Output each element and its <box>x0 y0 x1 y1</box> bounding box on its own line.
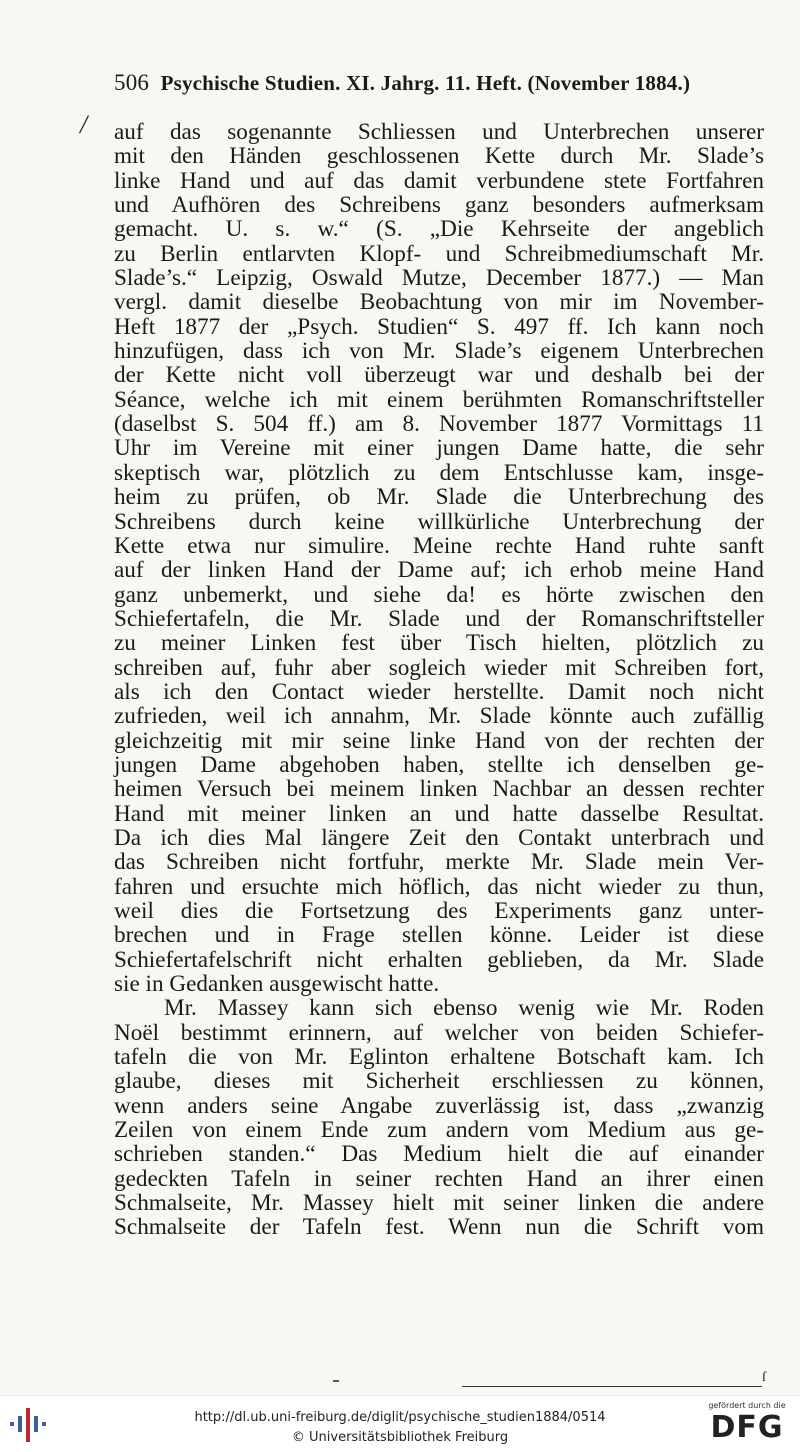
text-line: sie in Gedanken ausgewischt hatte. <box>114 971 440 998</box>
text-line: Slade’s.“ Leipzig, Oswald Mutze, December 1877.) — Man <box>114 265 764 292</box>
text-line: gemacht. U. s. w.“ (S. „Die Kehrseite der angeblich <box>114 216 764 243</box>
text-line: Hand mit meiner linken an und hatte dasselbe Resultat. <box>114 800 764 827</box>
margin-mark: / <box>80 110 88 139</box>
text-line: gedeckten Tafeln in seiner rechten Hand an ihrer einen <box>114 1165 764 1192</box>
text-line: Schiefertafeln, die Mr. Slade und der Romanschriftsteller <box>114 605 764 632</box>
text-line: ganz unbemerkt, und siehe da! es hörte zwischen den <box>114 581 764 608</box>
text-line: Schmalseite, Mr. Massey hielt mit seiner linken die andere <box>114 1190 764 1217</box>
stray-mark <box>333 1380 339 1382</box>
text-line: heim zu prüfen, ob Mr. Slade die Unterbrechung des <box>114 484 764 511</box>
text-line: jungen Dame abgehoben haben, stellte ich denselben ge- <box>114 751 764 778</box>
text-line: wenn anders seine Angabe zuverlässig ist, dass „zwanzig <box>114 1092 764 1119</box>
text-line: Da ich dies Mal längere Zeit den Contakt unterbrach und <box>114 824 764 851</box>
footer-rule <box>462 1386 762 1387</box>
viewer-footer <box>0 1395 800 1452</box>
text-line: als ich den Contact wieder herstellte. Damit noch nicht <box>114 678 764 705</box>
body-text <box>114 120 764 1240</box>
page-number: 506 <box>114 70 150 95</box>
dfg-logo <box>704 1401 790 1447</box>
text-line: vergl. damit dieselbe Beobachtung von mir im November- <box>114 289 764 316</box>
text-line: der Kette nicht voll überzeugt war und deshalb bei der <box>114 362 764 389</box>
text-line: fahren und ersuchte mich höflich, das nicht wieder zu thun, <box>114 873 764 900</box>
text-line: Noël bestimmt erinnern, auf welcher von beiden Schiefer- <box>114 1019 764 1046</box>
text-line: Kette etwa nur simulire. Meine rechte Hand ruhte sanft <box>114 532 764 559</box>
dfg-logo-text: DFG <box>710 1410 784 1445</box>
text-line: schreiben auf, fuhr aber sogleich wieder mit Schreiben fort, <box>114 654 764 681</box>
text-line: weil dies die Fortsetzung des Experiments ganz unter- <box>114 898 764 924</box>
page-header <box>114 70 744 96</box>
text-line: Mr. Massey kann sich ebenso wenig wie Mr. Roden <box>164 995 764 1022</box>
text-line: auf der linken Hand der Dame auf; ich erhob meine Hand <box>114 557 764 584</box>
text-line: gleichzeitig mit mir seine linke Hand von der rechten der <box>114 727 764 754</box>
text-line: zu meiner Linken fest über Tisch hielten, plötzlich zu <box>114 630 764 657</box>
text-line: Schiefertafelschrift nicht erhalten geblieben, da Mr. Slade <box>114 946 764 973</box>
text-line: Uhr im Vereine mit einer jungen Dame hatte, die sehr <box>114 435 764 462</box>
text-line: skeptisch war, plötzlich zu dem Entschlusse kam, insge- <box>114 459 764 486</box>
text-line: hinzufügen, dass ich von Mr. Slade’s eigenem Unterbrechen <box>114 338 764 365</box>
text-line: das Schreiben nicht fortfuhr, merkte Mr. Slade mein Ver- <box>114 849 764 876</box>
text-line: Schmalseite der Tafeln fest. Wenn nun die Schrift vom <box>114 1214 764 1241</box>
text-line: mit den Händen geschlossenen Kette durch Mr. Slade’s <box>114 143 764 170</box>
dfg-caption: gefördert durch die <box>708 1401 786 1410</box>
text-line: Zeilen von einem Ende zum andern vom Medium aus ge- <box>114 1117 764 1144</box>
text-line: Heft 1877 der „Psych. Studien“ S. 497 ff. Ich kann noch <box>114 313 764 340</box>
text-line: (daselbst S. 504 ff.) am 8. November 1877 Vormittags 11 <box>114 411 764 438</box>
text-line: zufrieden, weil ich annahm, Mr. Slade könnte auch zufällig <box>114 703 764 730</box>
permalink-url[interactable]: http://dl.ub.uni-freiburg.de/diglit/psychische_studien1884/0514 <box>194 1410 606 1425</box>
running-title: Psychische Studien. XI. Jahrg. 11. Heft. (November 1884.) <box>160 71 691 95</box>
text-line: Séance, welche ich mit einem berühmten Romanschriftsteller <box>114 386 764 413</box>
text-line: und Aufhören des Schreibens ganz besonders aufmerksam <box>114 192 764 219</box>
text-line: linke Hand und auf das damit verbundene stete Fortfahren <box>114 167 764 194</box>
text-line: tafeln die von Mr. Eglinton erhaltene Botschaft kam. Ich <box>114 1044 764 1071</box>
text-line: Schreibens durch keine willkürliche Unterbrechung der <box>114 508 764 535</box>
text-line: schrieben standen.“ Das Medium hielt die auf einander <box>114 1141 764 1168</box>
text-line: heimen Versuch bei meinem linken Nachbar an dessen rechter <box>114 776 764 803</box>
copyright-notice: © Universitätsbibliothek Freiburg <box>291 1430 509 1445</box>
text-line: auf das sogenannte Schliessen und Unterbrechen unserer <box>114 119 764 145</box>
text-line: brechen und in Frage stellen könne. Leider ist diese <box>114 922 764 949</box>
text-line: glaube, dieses mit Sicherheit erschliessen zu können, <box>114 1068 764 1095</box>
footer-mark: ſ <box>762 1370 766 1385</box>
text-line: zu Berlin entlarvten Klopf- und Schreibmediumschaft Mr. <box>114 240 764 267</box>
